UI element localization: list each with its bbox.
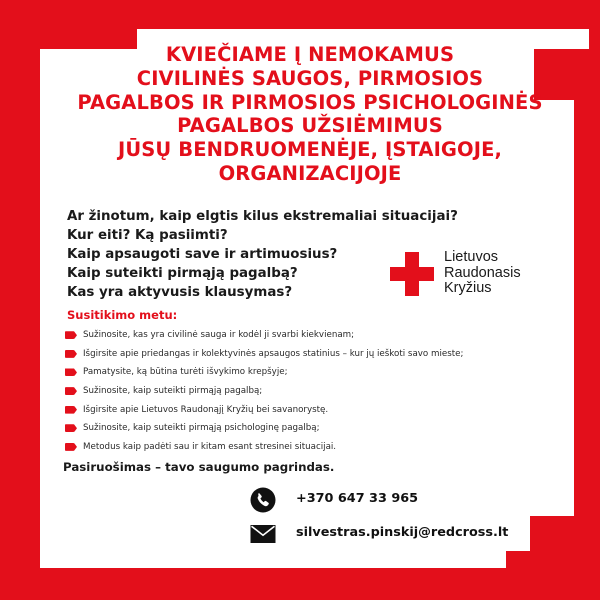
list-item (65, 382, 463, 401)
headline-line: JŪSŲ BENDRUOMENĖJE, ĮSTAIGOJE, (117, 138, 502, 162)
arrow-bullet-icon (65, 406, 77, 414)
arrow-bullet-icon (65, 331, 77, 339)
headline-line: ORGANIZACIJOJE (218, 161, 402, 185)
question: Kur eiti? Ką pasiimti? (67, 228, 228, 243)
question: Kas yra aktyvusis klausymas? (67, 285, 293, 300)
meeting-list (65, 326, 463, 456)
headline-line: KVIEČIAME Į NEMOKAMUS (165, 43, 455, 66)
meeting-heading: Susitikimo metu: (67, 308, 178, 322)
phone-icon (250, 487, 276, 513)
list-item-text: Metodus kaip padėti sau ir kitam esant stresinei situacijai. (83, 441, 337, 452)
arrow-bullet-icon (65, 387, 77, 395)
card-bottom-step (40, 551, 506, 568)
arrow-bullet-icon (65, 443, 77, 451)
list-item-text: Išgirsite apie Lietuvos Raudonąjį Kryžių bei savanorystę. (83, 404, 329, 415)
headline-line: PAGALBOS UŽSIĖMIMUS (177, 114, 443, 138)
logo-text (444, 250, 521, 297)
phone-number[interactable]: +370 647 33 965 (296, 491, 419, 506)
list-item-text: Sužinosite, kas yra civilinė sauga ir kodėl ji svarbi kiekvienam; (83, 330, 355, 341)
list-item-text: Išgirsite apie priedangas ir kolektyvinės apsaugos statinius – kur jų ieškoti savo mieste; (83, 348, 464, 359)
headline-line: CIVILINĖS SAUGOS, PIRMOSIOS (136, 66, 484, 90)
list-item-text: Pamatysite, ką būtina turėti išvykimo krepšyje; (83, 367, 288, 378)
list-item-text: Sužinosite, kaip suteikti pirmąją psichologinę pagalbą; (83, 423, 320, 434)
logo-line: Raudonasis (444, 264, 521, 281)
question: Kaip apsaugoti save ir artimuosius? (67, 247, 338, 262)
headline-line: PAGALBOS IR PIRMOSIOS PSICHOLOGINĖS (77, 90, 543, 114)
question: Ar žinotum, kaip elgtis kilus ekstremaliai situacijai? (67, 209, 458, 224)
list-item (65, 326, 463, 345)
list-item (65, 438, 463, 457)
arrow-bullet-icon (65, 424, 77, 432)
tagline: Pasiruošimas – tavo saugumo pagrindas. (63, 460, 335, 474)
arrow-bullet-icon (65, 368, 77, 376)
list-item-text: Sužinosite, kaip suteikti pirmąją pagalbą; (83, 386, 263, 397)
list-item (65, 345, 463, 364)
red-cross-icon (390, 252, 434, 296)
envelope-icon (250, 521, 276, 547)
list-item (65, 419, 463, 438)
list-item (65, 363, 463, 382)
red-cross-logo (390, 249, 560, 302)
email-address[interactable]: silvestras.pinskij@redcross.lt (296, 525, 509, 540)
arrow-bullet-icon (65, 350, 77, 358)
headline (40, 43, 580, 186)
logo-line: Kryžius (444, 280, 492, 296)
question: Kaip suteikti pirmąją pagalbą? (67, 266, 298, 281)
list-item (65, 400, 463, 419)
corner-red-block (0, 560, 40, 600)
logo-line: Lietuvos (444, 249, 499, 265)
